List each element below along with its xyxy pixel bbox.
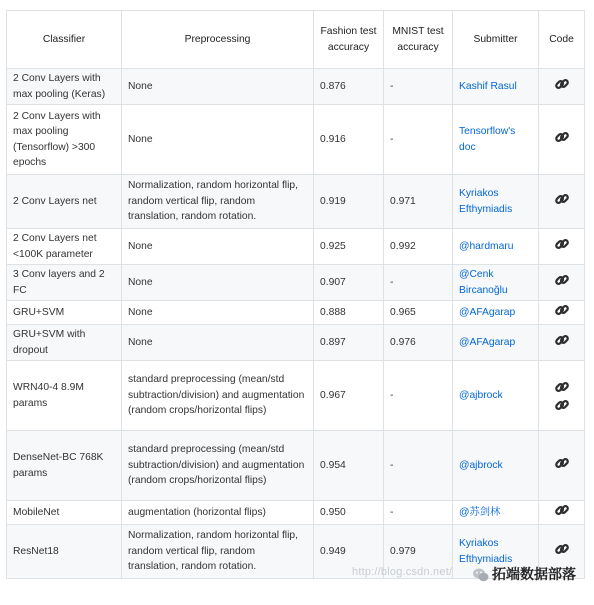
wechat-icon	[472, 566, 490, 584]
cell-classifier: GRU+SVM with dropout	[7, 325, 122, 361]
cell-classifier: 2 Conv Layers with max pooling (Tensorflow) >300 epochs	[7, 105, 122, 175]
cell-classifier: MobileNet	[7, 501, 122, 525]
cell-preprocessing: None	[122, 105, 314, 175]
submitter-link[interactable]: @AFAgarap	[459, 306, 516, 318]
link-icon[interactable]	[554, 272, 570, 288]
code-links	[554, 379, 570, 413]
cell-preprocessing: None	[122, 229, 314, 265]
header-classifier: Classifier	[7, 11, 122, 69]
cell-mnist-accuracy: 0.965	[384, 301, 453, 325]
table-row	[7, 105, 585, 175]
submitter-link[interactable]: Kashif Rasul	[459, 80, 517, 92]
link-icon[interactable]	[554, 397, 570, 413]
cell-code	[539, 69, 585, 105]
cell-classifier: 2 Conv Layers with max pooling (Keras)	[7, 69, 122, 105]
cell-fashion-accuracy: 0.876	[314, 69, 384, 105]
results-table-container	[6, 10, 584, 579]
cell-code	[539, 361, 585, 431]
link-icon[interactable]	[554, 302, 570, 318]
cell-code	[539, 105, 585, 175]
cell-preprocessing: None	[122, 325, 314, 361]
cell-fashion-accuracy: 0.925	[314, 229, 384, 265]
cell-mnist-accuracy: 0.976	[384, 325, 453, 361]
cell-classifier: 2 Conv Layers net	[7, 175, 122, 229]
cell-fashion-accuracy: 0.954	[314, 431, 384, 501]
cell-preprocessing: None	[122, 265, 314, 301]
code-links	[554, 332, 570, 348]
cell-fashion-accuracy: 0.916	[314, 105, 384, 175]
table-row	[7, 69, 585, 105]
cell-submitter	[453, 229, 539, 265]
header-fashion-accuracy: Fashion test accuracy	[314, 11, 384, 69]
cell-fashion-accuracy: 0.967	[314, 361, 384, 431]
cell-classifier: WRN40-4 8.9M params	[7, 361, 122, 431]
cell-classifier: GRU+SVM	[7, 301, 122, 325]
table-header-row	[7, 11, 585, 69]
cell-mnist-accuracy: -	[384, 501, 453, 525]
watermark-brand: 拓端数据部落	[492, 567, 576, 583]
code-links	[554, 302, 570, 318]
cell-submitter	[453, 325, 539, 361]
cell-preprocessing: augmentation (horizontal flips)	[122, 501, 314, 525]
submitter-link[interactable]: @AFAgarap	[459, 336, 516, 348]
cell-classifier: 2 Conv Layers net <100K parameter	[7, 229, 122, 265]
cell-mnist-accuracy: -	[384, 69, 453, 105]
link-icon[interactable]	[554, 379, 570, 395]
cell-code	[539, 175, 585, 229]
code-links	[554, 76, 570, 92]
cell-preprocessing: standard preprocessing (mean/std subtraction/division) and augmentation (random crops/horizontal flips)	[122, 361, 314, 431]
cell-mnist-accuracy: -	[384, 265, 453, 301]
submitter-link[interactable]: Kyriakos Efthymiadis	[459, 538, 513, 565]
header-code: Code	[539, 11, 585, 69]
cell-code	[539, 301, 585, 325]
submitter-link[interactable]: @hardmaru	[459, 240, 514, 252]
submitter-link[interactable]: @Cenk Bircanoğlu	[459, 269, 508, 296]
cell-fashion-accuracy: 0.950	[314, 501, 384, 525]
cell-submitter	[453, 175, 539, 229]
code-links	[554, 191, 570, 207]
link-icon[interactable]	[554, 236, 570, 252]
cell-mnist-accuracy: 0.992	[384, 229, 453, 265]
submitter-link[interactable]: Tensorflow's doc	[459, 126, 516, 153]
cell-mnist-accuracy: -	[384, 431, 453, 501]
link-icon[interactable]	[554, 541, 570, 557]
cell-submitter	[453, 361, 539, 431]
cell-code	[539, 229, 585, 265]
link-icon[interactable]	[554, 129, 570, 145]
link-icon[interactable]	[554, 332, 570, 348]
link-icon[interactable]	[554, 455, 570, 471]
cell-code	[539, 431, 585, 501]
cell-mnist-accuracy: 0.979	[384, 525, 453, 579]
watermark-url: http://blog.csdn.net/	[352, 566, 453, 578]
code-links	[554, 541, 570, 557]
cell-code	[539, 501, 585, 525]
cell-classifier: 3 Conv layers and 2 FC	[7, 265, 122, 301]
cell-classifier: DenseNet-BC 768K params	[7, 431, 122, 501]
table-row	[7, 229, 585, 265]
cell-fashion-accuracy: 0.907	[314, 265, 384, 301]
link-icon[interactable]	[554, 76, 570, 92]
table-row	[7, 325, 585, 361]
code-links	[554, 236, 570, 252]
cell-preprocessing: Normalization, random horizontal flip, random vertical flip, random translation, random rotation.	[122, 175, 314, 229]
cell-mnist-accuracy: 0.971	[384, 175, 453, 229]
cell-mnist-accuracy: -	[384, 105, 453, 175]
table-row	[7, 175, 585, 229]
header-preprocessing: Preprocessing	[122, 11, 314, 69]
code-links	[554, 455, 570, 471]
benchmark-table	[6, 10, 585, 579]
link-icon[interactable]	[554, 502, 570, 518]
code-links	[554, 129, 570, 145]
cell-submitter	[453, 431, 539, 501]
cell-submitter	[453, 301, 539, 325]
submitter-link[interactable]: @苏剑林	[459, 506, 501, 518]
table-row	[7, 361, 585, 431]
cell-submitter	[453, 265, 539, 301]
cell-classifier: ResNet18	[7, 525, 122, 579]
submitter-link[interactable]: @ajbrock	[459, 459, 503, 471]
code-links	[554, 502, 570, 518]
cell-code	[539, 325, 585, 361]
cell-code	[539, 265, 585, 301]
submitter-link[interactable]: Kyriakos Efthymiadis	[459, 188, 513, 215]
header-mnist-accuracy: MNIST test accuracy	[384, 11, 453, 69]
code-links	[554, 272, 570, 288]
header-submitter: Submitter	[453, 11, 539, 69]
cell-preprocessing: None	[122, 301, 314, 325]
cell-mnist-accuracy: -	[384, 361, 453, 431]
table-row	[7, 501, 585, 525]
cell-fashion-accuracy: 0.919	[314, 175, 384, 229]
table-row	[7, 301, 585, 325]
cell-submitter	[453, 501, 539, 525]
cell-preprocessing: None	[122, 69, 314, 105]
submitter-link[interactable]: @ajbrock	[459, 389, 503, 401]
table-row	[7, 431, 585, 501]
cell-preprocessing: Normalization, random horizontal flip, random vertical flip, random translation, random rotation.	[122, 525, 314, 579]
cell-submitter	[453, 105, 539, 175]
cell-fashion-accuracy: 0.949	[314, 525, 384, 579]
cell-fashion-accuracy: 0.897	[314, 325, 384, 361]
cell-submitter	[453, 69, 539, 105]
cell-fashion-accuracy: 0.888	[314, 301, 384, 325]
cell-preprocessing: standard preprocessing (mean/std subtraction/division) and augmentation (random crops/horizontal flips)	[122, 431, 314, 501]
table-row	[7, 265, 585, 301]
link-icon[interactable]	[554, 191, 570, 207]
